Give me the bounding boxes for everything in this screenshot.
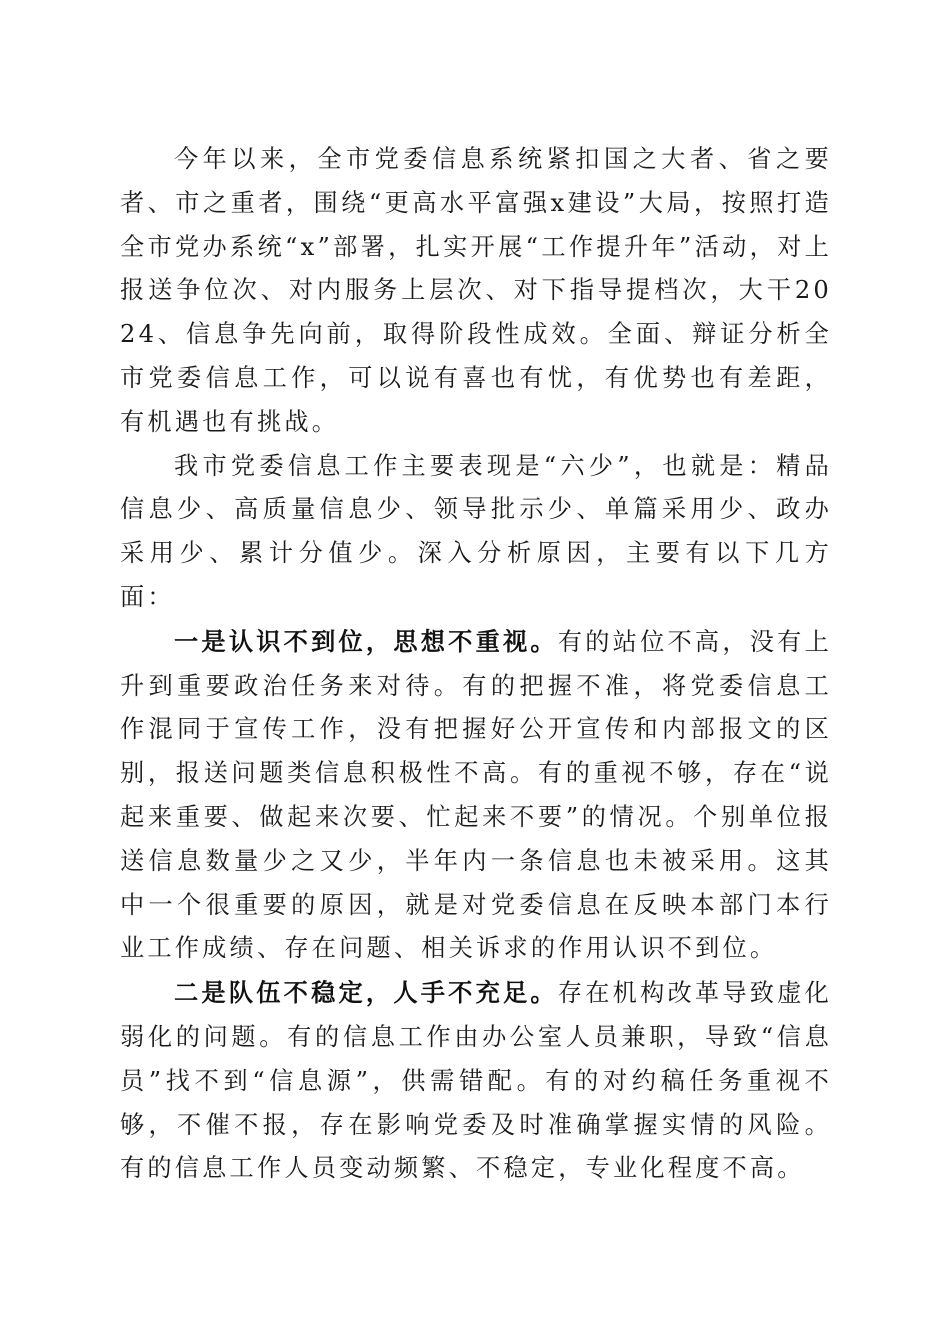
paragraph-intro-text: 今年以来，全市党委信息系统紧扣国之大者、省之要者、市之重者，围绕“更高水平富强x建设”大局，按照打造全市党办系统“x”部署，扎实开展“工作提升年”活动，对上报送争位次、对内服务上层次、对下指导提档次，大干2024、信息争先向前，取得阶段性成效。全面、辩证分析全市党委信息工作，可以说有喜也有忧，有优势也有差距，有机遇也有挑战。: [120, 145, 832, 436]
paragraph-reason-two-text: 存在机构改革导致虚化弱化的问题。有的信息工作由办公室人员兼职，导致“信息员”找不到“信息源”，供需错配。有的对约稿任务重视不够，不催不报，存在影响党委及时准确掌握实情的风险。有的信息工作人员变动频繁、不稳定，专业化程度不高。: [120, 979, 832, 1183]
paragraph-reason-two: [120, 971, 832, 1191]
paragraph-reason-one-heading: 一是认识不到位，思想不重视。: [174, 626, 558, 656]
paragraph-reason-one: [120, 620, 832, 971]
paragraph-intro: [120, 138, 832, 445]
paragraph-six-shortfalls-text: 我市党委信息工作主要表现是“六少”，也就是：精品信息少、高质量信息少、领导批示少、单篇采用少、政办采用少、累计分值少。深入分析原因，主要有以下几方面：: [120, 451, 832, 611]
paragraph-reason-one-text: 有的站位不高，没有上升到重要政治任务来对待。有的把握不准，将党委信息工作混同于宣传工作，没有把握好公开宣传和内部报文的区别，报送问题类信息积极性不高。有的重视不够，存在“说起来重要、做起来次要、忙起来不要”的情况。个别单位报送信息数量少之又少，半年内一条信息也未被采用。这其中一个很重要的原因，就是对党委信息在反映本部门本行业工作成绩、存在问题、相关诉求的作用认识不到位。: [120, 627, 832, 963]
paragraph-six-shortfalls: [120, 445, 832, 620]
paragraph-reason-two-heading: 二是队伍不稳定，人手不充足。: [174, 978, 558, 1008]
document-body: [120, 138, 832, 1191]
